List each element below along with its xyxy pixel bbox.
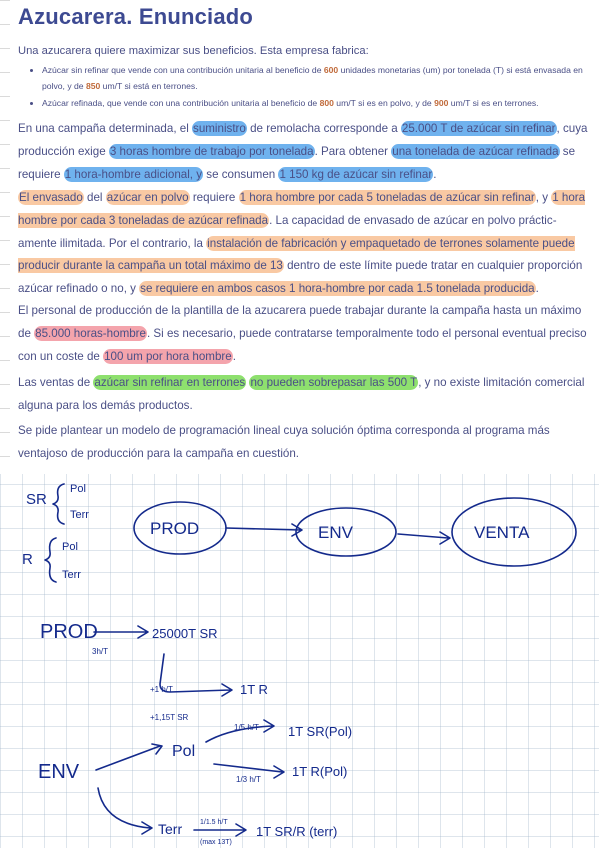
p2-text-4: . La capacidad de envasado de azúcar en polvo prácticamente ilimitada. Por el contrario, la: [18, 213, 557, 250]
highlight-terrones-capacity: instalación de fabricación y empaquetado de terrones solamente puede producir durante la campaña un total máximo de 13: [18, 236, 575, 273]
highlight-sr-terrones: azúcar sin refinar en terrones: [94, 376, 246, 389]
handwritten-sketch: [0, 474, 599, 848]
arrow-env-terr: [98, 788, 152, 834]
highlight-1h-additional: 1 hora-hombre adicional, y: [64, 167, 203, 181]
node-venta-label: VENTA: [474, 523, 530, 542]
highlight-envasado: El envasado: [19, 191, 83, 204]
sketch-max-13t: (max 13T): [200, 839, 232, 846]
sketch-env2: ENV: [38, 761, 80, 783]
intro-text: Una azucarera quiere maximizar sus beneficios. Esta empresa fabrica:: [18, 45, 369, 57]
p1-text-3: , cuya producción exige: [18, 122, 588, 158]
p2-text-2: requiere: [189, 191, 239, 204]
p2-text-3: , y: [535, 191, 552, 204]
sketch-sr: SR: [26, 491, 47, 508]
arrow-env-venta: [398, 532, 450, 544]
margin-lines: [0, 0, 10, 474]
sketch-sr-terr: Terr: [70, 509, 89, 521]
highlight-3h-per-ton: 3 horas hombre de trabajo por tonelada: [109, 144, 314, 158]
sketch-1t-r-pol: 1T R(Pol): [292, 764, 348, 779]
sketch-plus-1-15t: +1,15T SR: [150, 713, 189, 722]
sketch-1-5h: 1/5 h/T: [234, 723, 259, 732]
sketch-r-terr: Terr: [62, 569, 81, 581]
highlight-500t-limit: no pueden sobrepasar las 500 T: [250, 376, 418, 389]
paragraph-personnel: [18, 300, 590, 368]
highlight-85000h: 85.000 horas-hombre: [35, 326, 146, 340]
bullet2-value-800: 800: [319, 97, 334, 108]
node-env-label: ENV: [318, 523, 353, 542]
highlight-one-ton-refined: una tonelada de azúcar refinada: [392, 144, 559, 158]
p1-text-4: . Para obtener: [314, 144, 392, 158]
p2-text-5: dentro de este límite puede tratar en cualquier proporción azúcar refinado o no, y: [18, 259, 583, 296]
sketch-terr2: Terr: [158, 821, 183, 837]
highlight-100um: 100 um por hora hombre: [104, 349, 232, 363]
arrow-env-pol: [96, 744, 162, 770]
paragraph-packaging: [18, 187, 590, 301]
sketch-prod2: PROD: [40, 621, 98, 643]
sketch-25000t-sr: 25000T SR: [152, 626, 218, 641]
highlight-25000t: 25.000 T de azúcar sin refinar: [401, 122, 556, 135]
bullet2-value-900: 900: [434, 97, 449, 108]
p1-text-2: de remolacha corresponde a: [246, 122, 401, 135]
node-prod-label: PROD: [150, 519, 200, 538]
sketch-1-1-5h: 1/1.5 h/T: [200, 819, 228, 826]
sketch-1-3h: 1/3 h/T: [236, 775, 261, 784]
product-list: [22, 62, 599, 111]
highlight-1h-per-5t: 1 hora hombre por cada 5 toneladas de azúcar sin refinar: [239, 191, 535, 204]
paragraph-task: Se pide plantear un modelo de programación lineal cuya solución óptima corresponda al programa más ventajoso de producción para la campaña en cuestión.: [18, 424, 550, 460]
sketch-plus-1h: +1 h/T: [150, 685, 173, 694]
p1-text-6: se consumen: [203, 167, 279, 181]
page-title: Azucarera. Enunciado: [18, 4, 254, 29]
bullet2-text-a: Azúcar refinada, que vende con una contribución unitaria al beneficio de: [42, 97, 320, 108]
bullet1-text-c: um/T si está en terrones.: [100, 81, 198, 92]
highlight-azucar-polvo: azúcar en polvo: [106, 191, 189, 204]
sketch-1t-sr-pol: 1T SR(Pol): [288, 724, 353, 739]
p4-text-1: Las ventas de: [18, 376, 94, 389]
arrow-prod-env: [226, 524, 302, 536]
bullet2-text-c: um/T si es en terrones.: [448, 97, 539, 108]
p3-text-1: El personal de producción de la plantilla de la azucarera puede trabajar durante la campaña hasta un máximo de: [18, 304, 582, 340]
paragraph-supply: [18, 118, 590, 186]
list-item: [42, 62, 599, 95]
p1-text-7: .: [433, 167, 437, 181]
highlight-supply: suministro: [193, 122, 246, 135]
p4-text-3: , y no existe limitación comercial alguna para los demás productos.: [18, 376, 585, 412]
sketch-1t-sr-r-terr: 1T SR/R (terr): [256, 824, 338, 839]
bullet1-text-b: unidades monetarias (um) por tonelada (T) si está envasada en polvo, y de: [42, 65, 583, 92]
sketch-pol2: Pol: [172, 743, 196, 760]
sketch-r: R: [22, 551, 33, 568]
p3-text-3: .: [232, 349, 236, 363]
bullet1-text-a: Azúcar sin refinar que vende con una contribución unitaria al beneficio de: [42, 65, 324, 75]
list-item: [42, 95, 599, 111]
sketch-r-pol: Pol: [62, 541, 78, 553]
arrow-prod-sr: [94, 626, 148, 638]
highlight-1h-per-3t: 1 hora hombre por cada 3 toneladas de azúcar refinada: [18, 191, 586, 227]
p3-text-2: . Si es necesario, puede contratarse temporalmente todo el personal eventual preciso con un coste de: [18, 326, 587, 363]
sketch-sr-pol: Pol: [70, 483, 86, 495]
bullet1-value-600: 600: [323, 65, 339, 75]
bullet1-value-850: 850: [85, 81, 101, 92]
sketch-1t-r: 1T R: [240, 682, 268, 697]
p1-text-1: En una campaña determinada, el: [18, 122, 193, 135]
highlight-1150kg: 1 150 kg de azúcar sin refinar: [279, 167, 433, 181]
p1-text-5: se requiere: [18, 144, 576, 181]
paragraph-sales: [18, 372, 590, 418]
highlight-1h-per-1-5t: se requiere en ambos casos 1 hora-hombre por cada 1.5 tonelada producida: [140, 282, 535, 296]
brace-r: [45, 538, 56, 582]
bullet2-text-b: um/T si es en polvo, y de: [333, 97, 435, 108]
brace-sr: [53, 484, 64, 524]
sketch-3h-per-t: 3h/T: [92, 647, 109, 656]
p2-text-1: del: [83, 191, 106, 204]
p2-text-6: .: [535, 282, 539, 296]
